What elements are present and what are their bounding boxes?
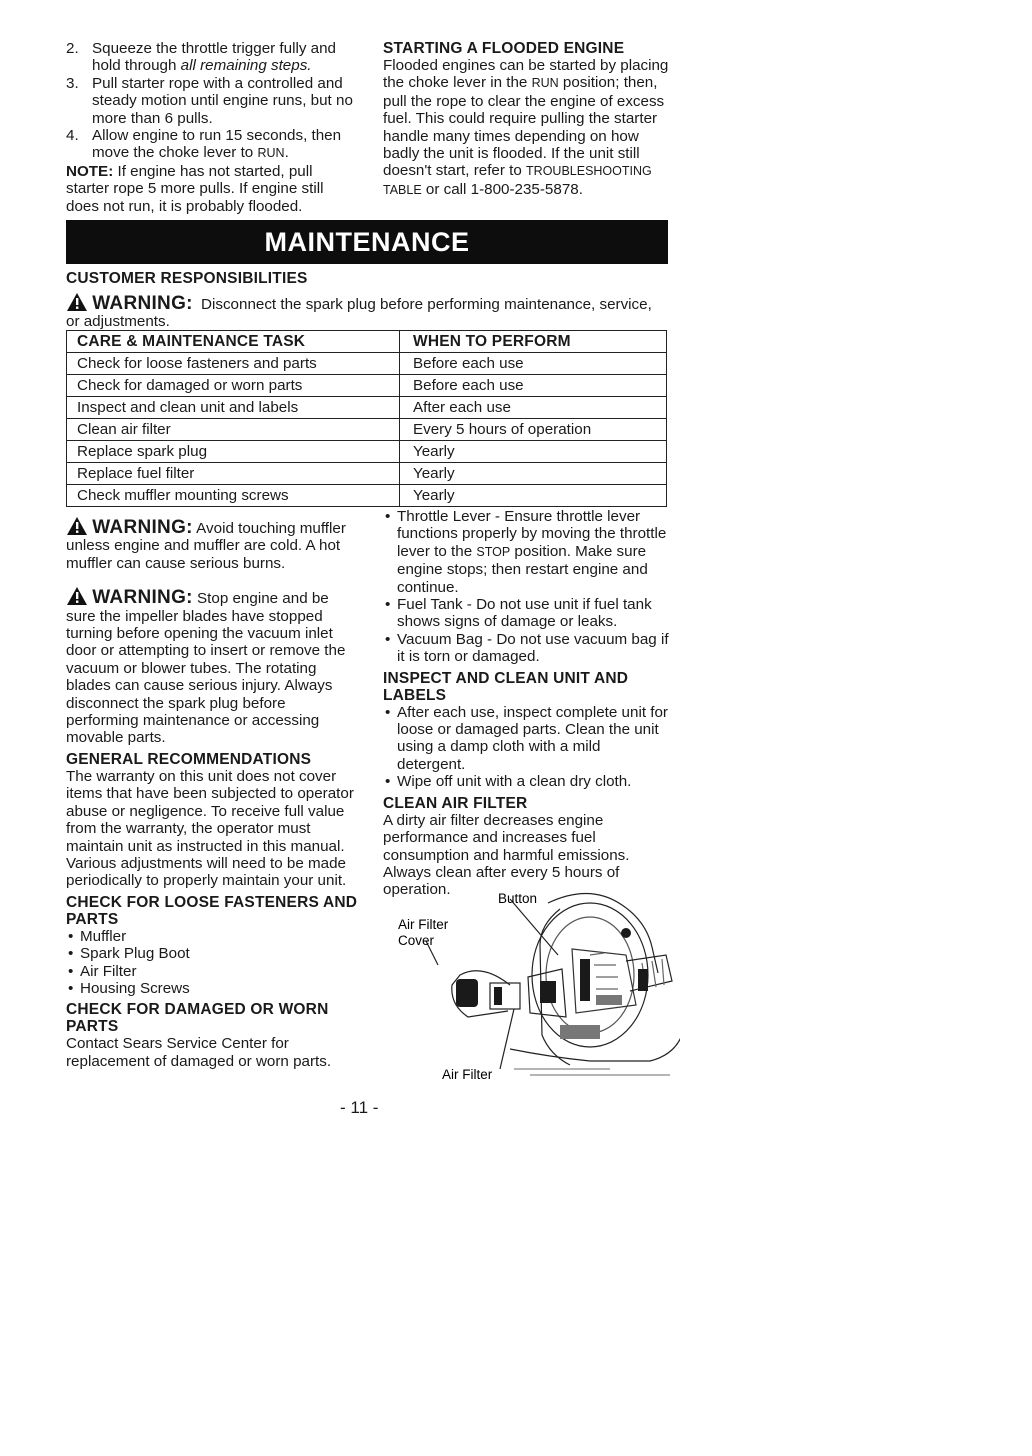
table-row: Check for damaged or worn parts Before each use — [67, 375, 667, 397]
left-column — [66, 516, 358, 1070]
list-item: • Spark Plug Boot — [66, 945, 358, 962]
list-item: • Muffler — [66, 928, 358, 945]
warning-label: WARNING: — [92, 293, 193, 314]
table-row: Replace fuel filter Yearly — [67, 463, 667, 485]
steps-list — [66, 40, 358, 163]
flooded-text: Flooded engines can be started by placing the choke lever in the RUN position; then, pull the rope to clear the engine of excess fuel. This could require pulling the starter handle many times depending on how badly the unit is flooded. If the unit still doesn't start, refer to TROUBLESHOOTING TABLE or call 1-800-235-5878. — [383, 57, 669, 198]
filter-text: A dirty air filter decreases engine performance and increases fuel consumption and harmful emissions. Always clean after every 5 hours of operation. — [383, 811, 630, 899]
list-item: • Fuel Tank - Do not use unit if fuel tank shows signs of damage or leaks. — [383, 596, 673, 631]
air-filter-figure — [390, 885, 680, 1085]
warning-triangle-icon — [66, 516, 88, 536]
inspect-list — [383, 704, 673, 791]
warning-triangle-icon — [66, 292, 88, 312]
figure-label-button: Button — [498, 891, 538, 906]
flooded-engine-section — [383, 40, 673, 199]
right-column — [383, 508, 673, 899]
customer-warning: WARNING: Disconnect the spark plug before performing maintenance, service, or adjustments. — [66, 293, 652, 331]
flooded-heading: STARTING A FLOODED ENGINE — [383, 40, 625, 57]
care-table-wrap — [66, 330, 667, 507]
table-header-when: WHEN TO PERFORM — [400, 331, 667, 353]
damaged-heading: CHECK FOR DAMAGED OR WORN PARTS — [66, 1001, 329, 1036]
list-item: • Vacuum Bag - Do not use vacuum bag if it is torn or damaged. — [383, 631, 673, 666]
figure-label-cover-line2: Cover — [398, 933, 435, 948]
filter-heading: CLEAN AIR FILTER — [383, 794, 528, 812]
page-number: - 11 - — [340, 1098, 379, 1117]
step-item: 2. Squeeze the throttle trigger fully and hold through all remaining steps. — [66, 40, 336, 75]
damaged-text: Contact Sears Service Center for replacement of damaged or worn parts. — [66, 1035, 332, 1070]
general-text: The warranty on this unit does not cover items that have been subjected to operator abuse or negligence. To receive full value from the warranty, the operator must maintain unit as instructed in this manual. Various adjustments will need to be made periodically to properly maintain your unit. — [66, 767, 354, 890]
check-list — [383, 508, 673, 666]
customer-heading: CUSTOMER RESPONSIBILITIES — [66, 270, 308, 287]
figure-label-air-filter: Air Filter — [442, 1067, 493, 1082]
table-row: Inspect and clean unit and labels After each use — [67, 397, 667, 419]
general-heading: GENERAL RECOMMENDATIONS — [66, 750, 312, 768]
table-row: Check for loose fasteners and parts Before each use — [67, 353, 667, 375]
table-row: Check muffler mounting screws Yearly — [67, 485, 667, 507]
inspect-heading: INSPECT AND CLEAN UNIT AND LABELS — [383, 669, 629, 704]
table-header-row — [67, 331, 667, 353]
table-row: Replace spark plug Yearly — [67, 441, 667, 463]
list-item: • Housing Screws — [66, 980, 358, 997]
table-row: Clean air filter Every 5 hours of operation — [67, 419, 667, 441]
figure-label-cover-line1: Air Filter — [398, 917, 449, 932]
step-item: 3. Pull starter rope with a controlled and steady motion until engine runs, but no more than 6 pulls. — [66, 74, 353, 127]
list-item: • Wipe off unit with a clean dry cloth. — [383, 773, 673, 790]
list-item: • Throttle Lever - Ensure throttle lever functions properly by moving the throttle lever to the STOP position. Make sure engine stops; then restart engine and continue. — [383, 508, 673, 596]
care-maintenance-table — [66, 330, 667, 507]
maintenance-banner: MAINTENANCE — [66, 220, 668, 264]
blower-illustration — [390, 885, 680, 1085]
list-item: • Air Filter — [66, 963, 358, 980]
top-left-steps — [66, 40, 358, 215]
table-header-task: CARE & MAINTENANCE TASK — [67, 331, 400, 353]
list-item: • After each use, inspect complete unit for loose or damaged parts. Clean the unit using a damp cloth with a mild detergent. — [383, 704, 673, 774]
loose-list — [66, 928, 358, 998]
warning-triangle-icon — [66, 586, 88, 606]
muffler-warning: WARNING: Avoid touching muffler unless engine and muffler are cold. A hot muffler can cause serious burns. — [66, 517, 346, 572]
note-paragraph: NOTE: If engine has not started, pull starter rope 5 more pulls. If engine still does not run, it is probably flooded. — [66, 162, 324, 215]
step-item: 4. Allow engine to run 15 seconds, then move the choke lever to RUN. — [66, 127, 342, 162]
loose-heading: CHECK FOR LOOSE FASTENERS AND PARTS — [66, 893, 358, 928]
impeller-warning: WARNING: Stop engine and be sure the impeller blades have stopped turning before opening the vacuum inlet door or attempting to insert or remove the vacuum or blower tubes. The rotating blades can cause serious injury. Always disconnect the spark plug before performing maintenance or accessing movable parts. — [66, 587, 346, 747]
